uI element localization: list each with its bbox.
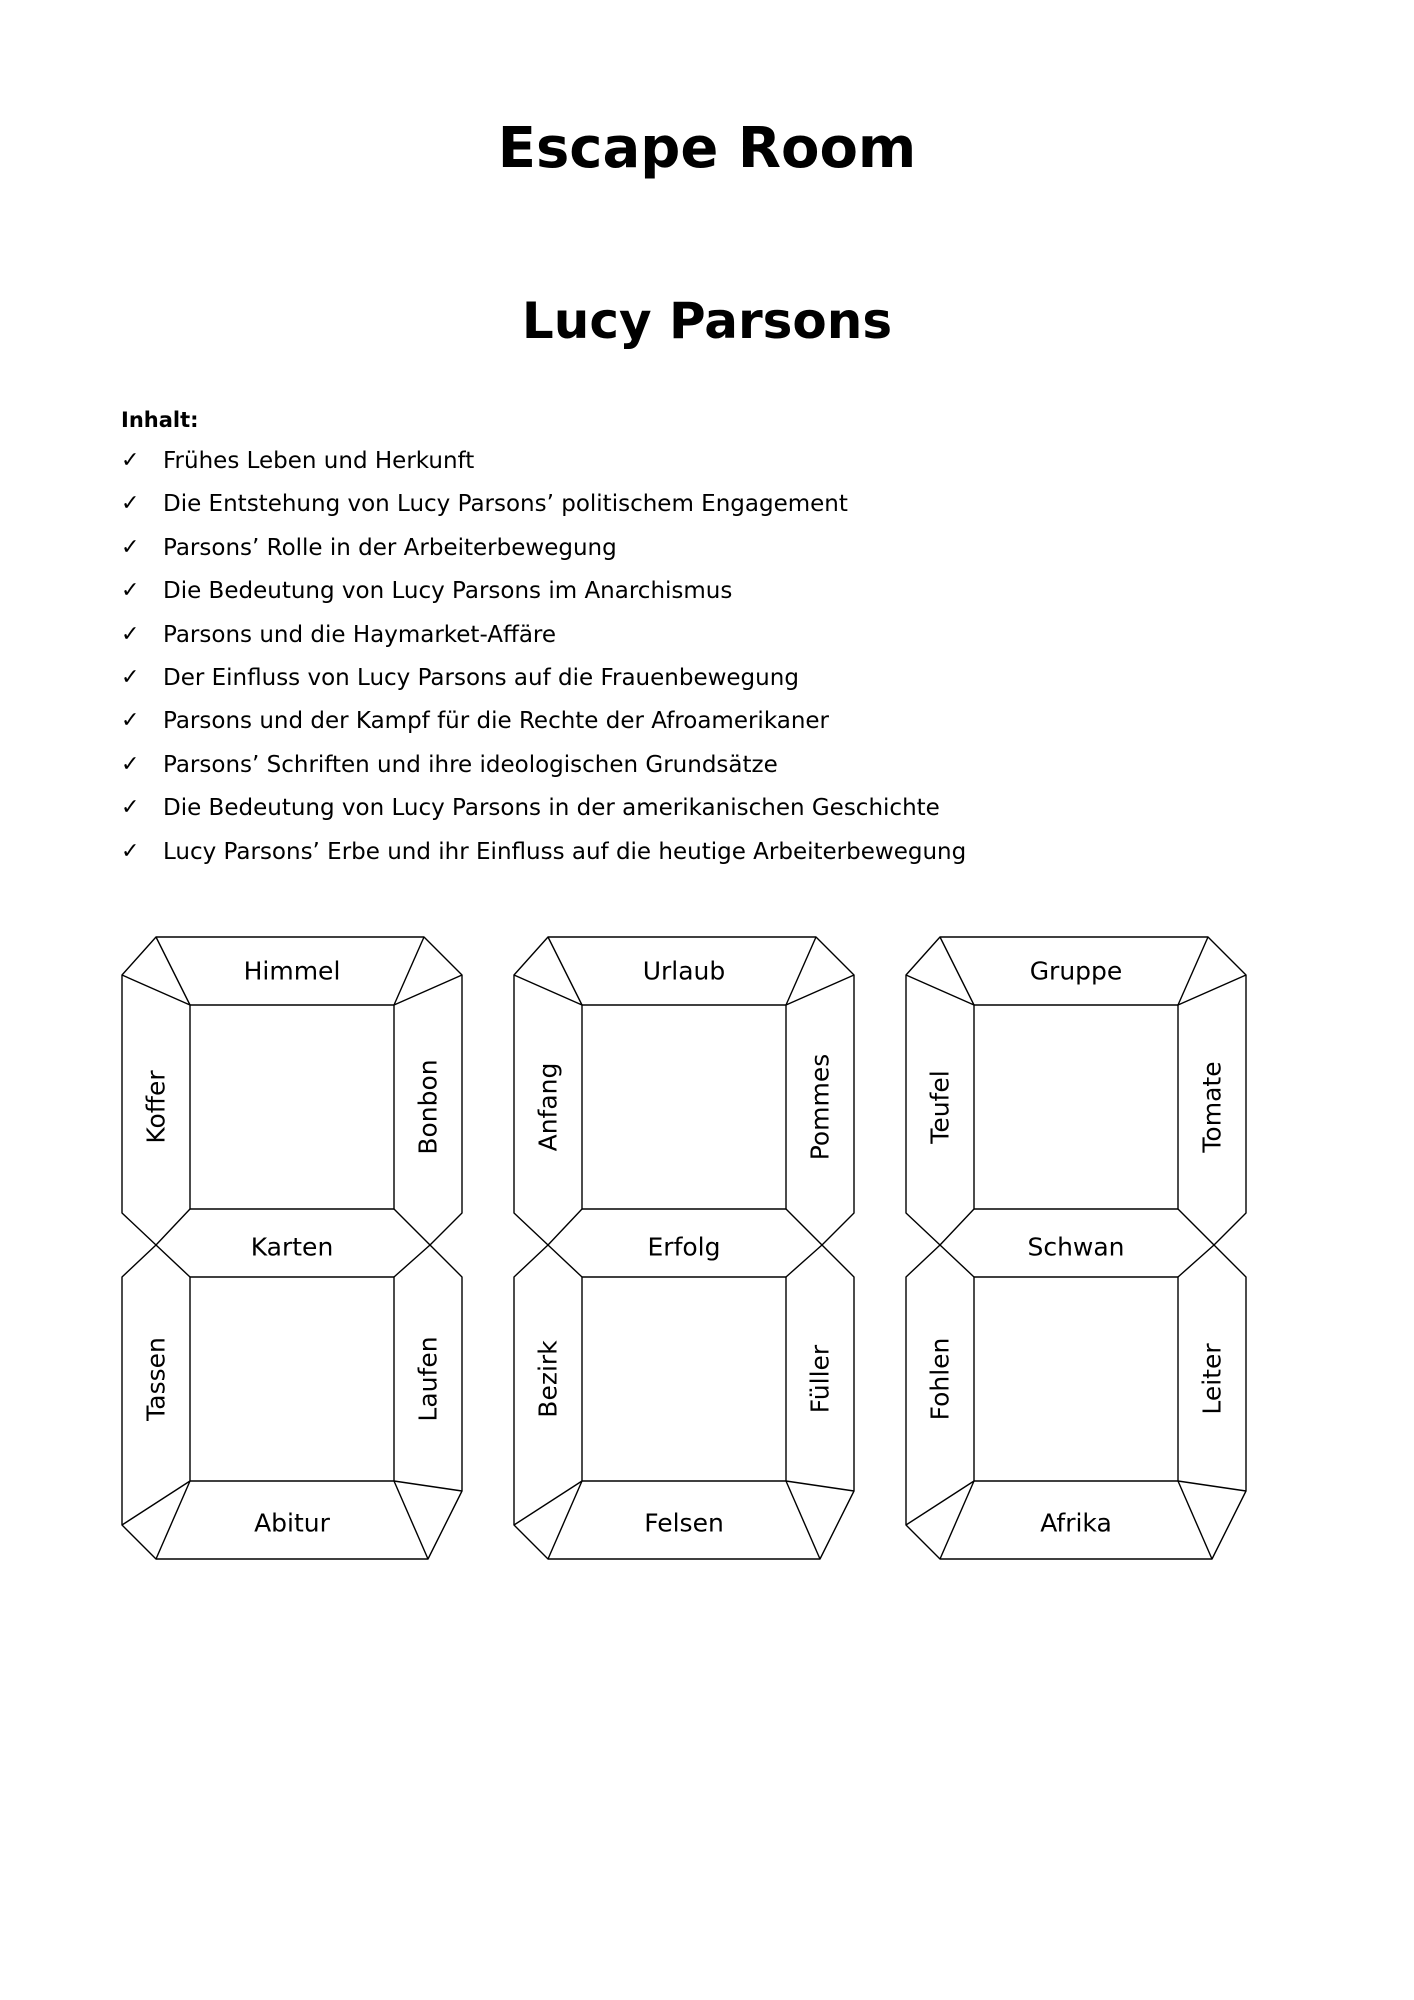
segment-divider	[940, 1245, 974, 1277]
puzzle-word-bottom: Abitur	[254, 1508, 330, 1538]
segment-divider	[786, 937, 816, 1005]
list-item-text: Die Bedeutung von Lucy Parsons in der amerikanischen Geschichte	[163, 795, 940, 822]
segment-divider	[548, 1245, 582, 1277]
segment-divider	[940, 937, 974, 1005]
puzzle-word-lower-left: Tassen	[141, 1337, 171, 1421]
answer-box-lower	[974, 1277, 1178, 1481]
segment-divider	[1178, 975, 1246, 1005]
puzzle-word-middle: Karten	[250, 1232, 334, 1262]
puzzle-3	[906, 937, 1246, 1559]
puzzle-word-middle: Erfolg	[647, 1232, 721, 1262]
segment-divider	[394, 1481, 462, 1491]
checkmark-icon: ✓	[121, 534, 140, 560]
list-item-text: Lucy Parsons’ Erbe und ihr Einfluss auf die heutige Arbeiterbewegung	[163, 838, 967, 865]
list-item-text: Parsons’ Schriften und ihre ideologischen Grundsätze	[163, 751, 778, 778]
segment-divider	[394, 975, 462, 1005]
answer-box-lower	[190, 1277, 394, 1481]
puzzle-word-top: Himmel	[243, 956, 341, 986]
page-title: Escape Room	[497, 116, 917, 181]
segment-divider	[514, 975, 582, 1005]
puzzle-word-lower-right: Füller	[805, 1344, 835, 1414]
segment-divider	[1178, 1481, 1246, 1491]
segment-divider	[394, 1245, 430, 1277]
puzzle-word-upper-right: Bonbon	[413, 1059, 443, 1155]
puzzle-word-upper-left: Koffer	[141, 1070, 171, 1144]
checkmark-icon: ✓	[121, 795, 140, 821]
segment-divider	[394, 937, 424, 1005]
segment-divider	[1178, 1209, 1214, 1245]
puzzle-word-upper-right: Tomate	[1197, 1061, 1227, 1153]
puzzle-2	[514, 937, 854, 1559]
segment-divider	[394, 1209, 430, 1245]
puzzle-word-top: Gruppe	[1029, 956, 1123, 986]
segment-divider	[548, 1209, 582, 1245]
puzzle-word-middle: Schwan	[1027, 1232, 1125, 1262]
answer-box-upper	[190, 1005, 394, 1209]
segment-divider	[156, 1209, 190, 1245]
puzzle-word-upper-right: Pommes	[805, 1053, 835, 1161]
puzzle-word-top: Urlaub	[642, 956, 726, 986]
segment-divider	[156, 1245, 190, 1277]
checkmark-icon: ✓	[121, 664, 140, 690]
checkmark-icon: ✓	[121, 491, 140, 517]
list-item-text: Die Entstehung von Lucy Parsons’ politischem Engagement	[163, 491, 848, 518]
checkmark-icon: ✓	[121, 838, 140, 864]
segment-divider	[906, 975, 974, 1005]
segment-divider	[156, 937, 190, 1005]
puzzle-word-bottom: Afrika	[1040, 1508, 1112, 1538]
answer-box-upper	[974, 1005, 1178, 1209]
checkmark-icon: ✓	[121, 708, 140, 734]
segment-divider	[786, 1481, 854, 1491]
page-subtitle: Lucy Parsons	[521, 292, 893, 350]
puzzle-word-lower-right: Laufen	[413, 1336, 443, 1422]
checkmark-icon: ✓	[121, 448, 140, 473]
answer-box-lower	[582, 1277, 786, 1481]
puzzle-word-bottom: Felsen	[644, 1508, 724, 1538]
list-item-text: Parsons und die Haymarket-Affäre	[163, 621, 557, 648]
puzzle-word-upper-left: Teufel	[925, 1070, 955, 1144]
segment-divider	[1178, 937, 1208, 1005]
segment-divider	[548, 937, 582, 1005]
segment-divider	[1178, 1481, 1212, 1559]
segment-divider	[786, 1481, 820, 1559]
segment-divider	[394, 1481, 428, 1559]
checkmark-icon: ✓	[121, 751, 140, 777]
list-item-text: Parsons’ Rolle in der Arbeiterbewegung	[163, 534, 617, 561]
puzzle-word-lower-left: Bezirk	[533, 1340, 563, 1418]
segment-divider	[1178, 1245, 1214, 1277]
checkmark-icon: ✓	[121, 621, 140, 647]
puzzle-word-upper-left: Anfang	[533, 1062, 563, 1152]
segment-divider	[122, 975, 190, 1005]
segment-divider	[786, 1245, 822, 1277]
puzzle-word-lower-left: Fohlen	[925, 1337, 955, 1421]
segment-divider	[786, 975, 854, 1005]
checkmark-icon: ✓	[121, 578, 140, 604]
puzzle-word-lower-right: Leiter	[1197, 1343, 1227, 1415]
contents-heading: Inhalt:	[121, 408, 199, 432]
list-item-text: Parsons und der Kampf für die Rechte der Afroamerikaner	[163, 708, 830, 735]
list-item-text: Der Einfluss von Lucy Parsons auf die Frauenbewegung	[163, 664, 799, 691]
puzzle-1	[122, 937, 462, 1559]
answer-box-upper	[582, 1005, 786, 1209]
segment-divider	[786, 1209, 822, 1245]
list-item-text: Die Bedeutung von Lucy Parsons im Anarchismus	[163, 578, 733, 605]
segment-divider	[940, 1209, 974, 1245]
list-item-text: Frühes Leben und Herkunft	[163, 448, 475, 474]
